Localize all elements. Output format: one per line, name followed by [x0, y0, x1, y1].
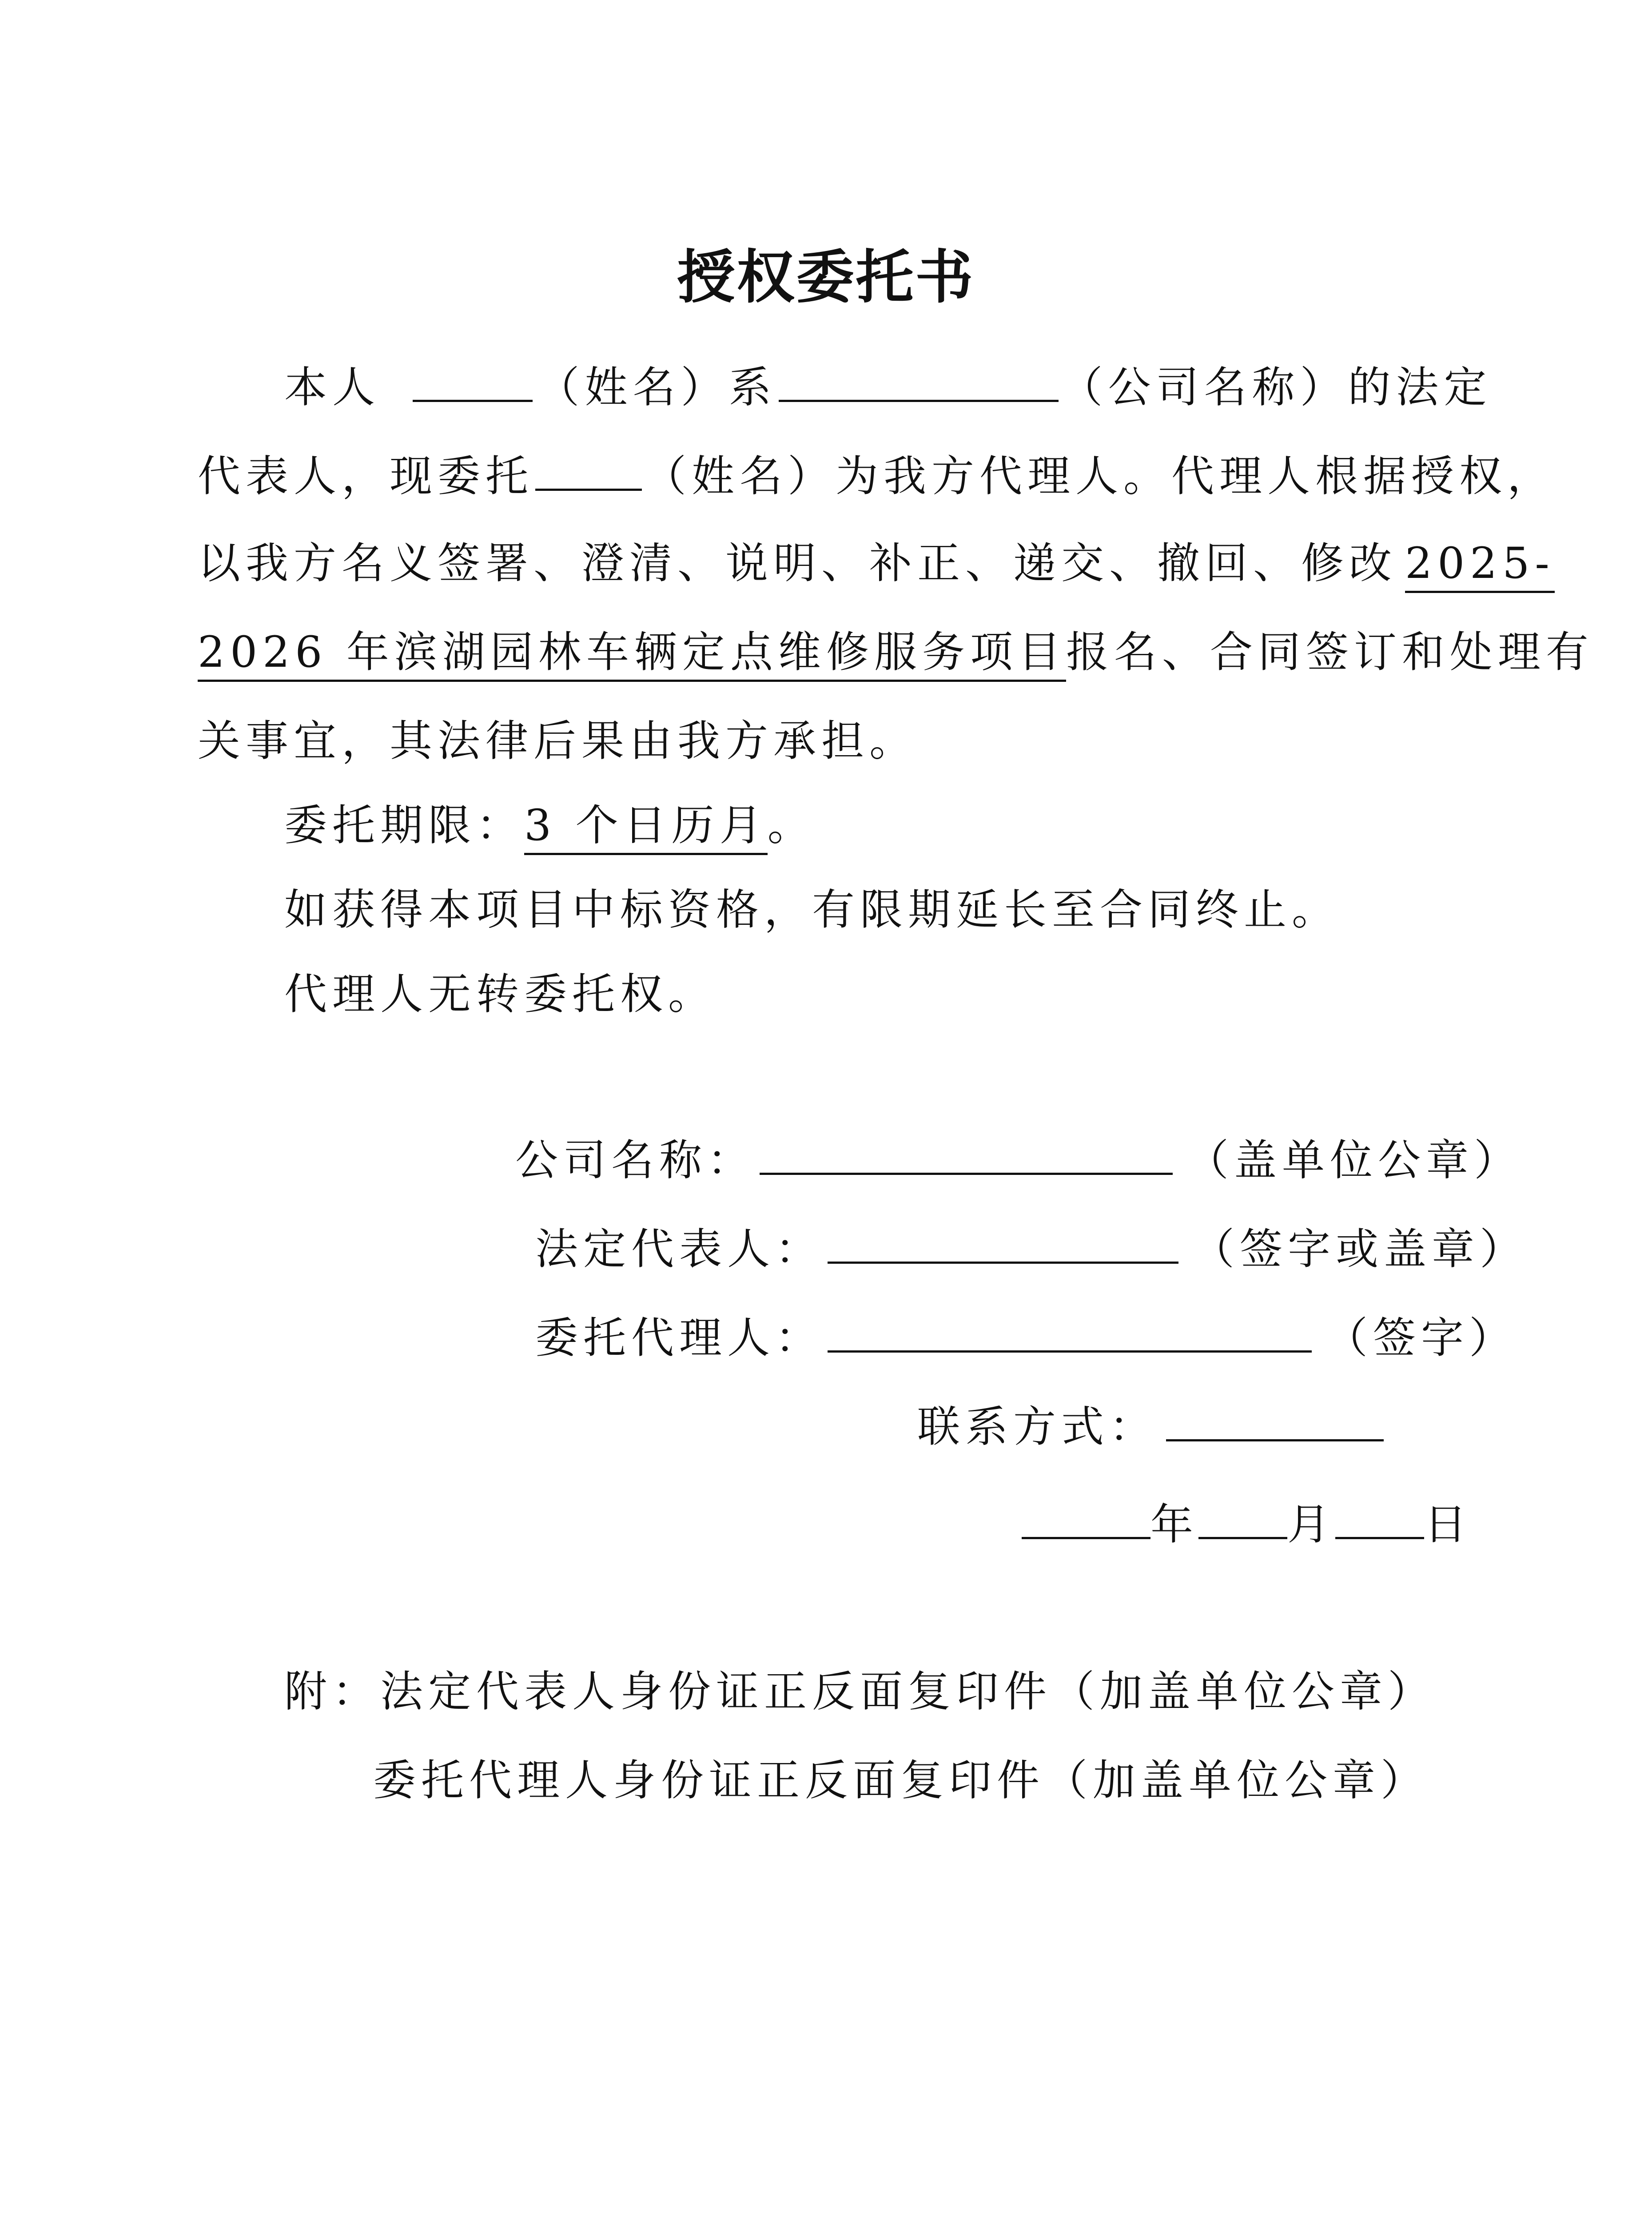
- name-blank[interactable]: [413, 364, 533, 402]
- project-year-start: 2025-: [1405, 538, 1555, 593]
- para1-line4: 2026 年滨湖园林车辆定点维修服务项目报名、合同签订和处理有: [198, 631, 1594, 673]
- year-field[interactable]: [1022, 1501, 1150, 1539]
- term-value: 3 个日历月: [524, 800, 768, 855]
- para1-line3: 以我方名义签署、澄清、说明、补正、递交、撤回、修改 2025-: [198, 542, 1555, 585]
- no-transfer-line: 代理人无转委托权。: [284, 969, 716, 1019]
- para1-line2: 代表人，现委托 （姓名）为我方代理人。代理人根据授权，: [198, 451, 1555, 501]
- contact-field[interactable]: [1166, 1404, 1384, 1441]
- legal-rep-field[interactable]: [828, 1226, 1178, 1264]
- extension-line: 如获得本项目中标资格，有限期延长至合同终止。: [284, 885, 1340, 935]
- project-name: 2026 年滨湖园林车辆定点维修服务项目: [198, 627, 1066, 682]
- legal-rep-signature-line: 法定代表人： （签字或盖章）: [535, 1224, 1528, 1274]
- day-field[interactable]: [1335, 1501, 1424, 1539]
- company-blank[interactable]: [779, 364, 1059, 402]
- para1-line5: 关事宜，其法律后果由我方承担。: [198, 716, 917, 766]
- company-name-field[interactable]: [760, 1137, 1173, 1175]
- company-signature-line: 公司名称： （盖单位公章）: [515, 1135, 1522, 1185]
- para1-line1: 本人 （姓名）系 （公司名称）的法定: [284, 362, 1492, 412]
- term-line: 委托期限：3 个日历月。: [284, 804, 816, 847]
- document-title: 授权委托书: [677, 243, 975, 311]
- date-line: 年 月 日: [1022, 1501, 1472, 1546]
- contact-line: 联系方式：: [917, 1404, 1384, 1448]
- agent-field[interactable]: [828, 1315, 1312, 1353]
- agent-signature-line: 委托代理人： （签字）: [535, 1313, 1517, 1363]
- month-field[interactable]: [1198, 1501, 1287, 1539]
- attachment-line-1: 附：法定代表人身份证正反面复印件（加盖单位公章）: [284, 1667, 1436, 1716]
- attachment-line-2: 委托代理人身份证正反面复印件（加盖单位公章）: [373, 1755, 1429, 1805]
- agent-name-blank[interactable]: [535, 453, 642, 491]
